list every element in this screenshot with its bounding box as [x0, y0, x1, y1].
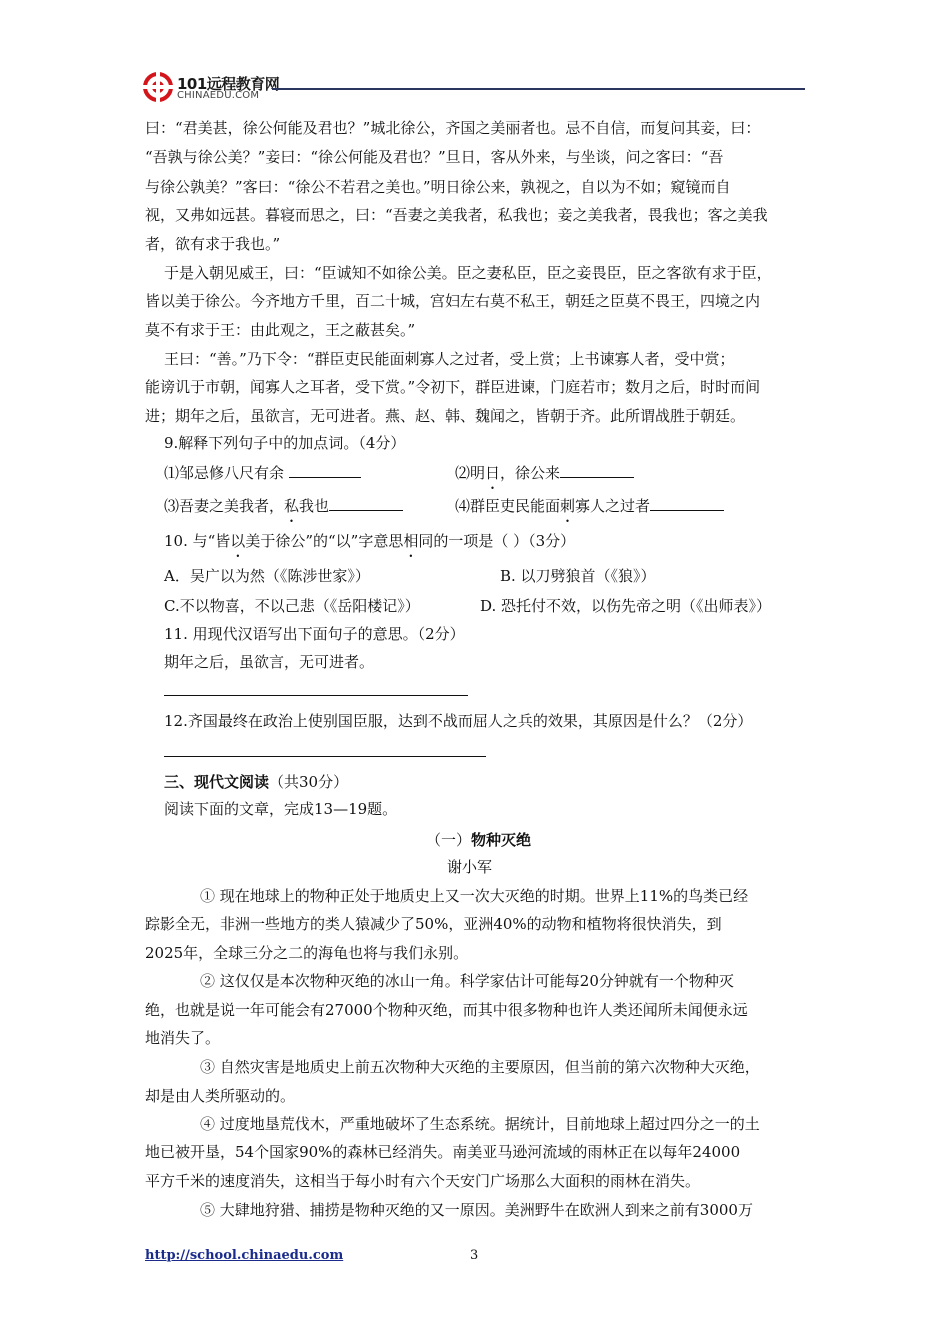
q9-item-2: ⑵明日，徐公来 [455, 462, 634, 484]
passage-line: “吾孰与徐公美？”妾曰：“徐公何能及君也？”旦日，客从外来，与坐谈，问之客曰：“吾 [145, 148, 724, 166]
answer-blank[interactable] [560, 462, 634, 478]
section-instruction: 阅读下面的文章，完成13—19题。 [164, 800, 398, 818]
article-title: （一）物种灭绝 [426, 831, 532, 849]
article-line: 平方千米的速度消失，这相当于每小时有六个天安门广场那么大面积的雨林在消失。 [145, 1172, 701, 1190]
option-a: A．吴广以为然（《陈涉世家》） [164, 567, 370, 585]
question-9: 9.解释下列句子中的加点词。（4分） [164, 434, 406, 452]
answer-blank[interactable] [329, 495, 403, 511]
q9-item-4: ⑷群臣吏民能面刺寡人之过者 [455, 495, 724, 517]
article-line: ① 现在地球上的物种正处于地质史上又一次大灭绝的时期。世界上11%的鸟类已经 [200, 887, 749, 905]
article-author: 谢小军 [447, 858, 493, 876]
article-line: ③ 自然灾害是地质史上前五次物种大灭绝的主要原因，但当前的第六次物种大灭绝， [200, 1058, 760, 1076]
passage-line: 进；期年之后，虽欲言，无可进者。燕、赵、韩、魏闻之，皆朝于齐。此所谓战胜于朝廷。 [145, 407, 746, 425]
logo-text: 101远程教育网 [177, 75, 280, 93]
section-heading: 三、现代文阅读（共30分） [164, 773, 349, 791]
footer-link[interactable]: http://school.chinaedu.com [145, 1248, 344, 1263]
article-line: 2025年，全球三分之二的海龟也将与我们永别。 [145, 944, 469, 962]
passage-line: 皆以美于徐公。今齐地方千里，百二十城，宫妇左右莫不私王，朝廷之臣莫不畏王，四境之内 [145, 292, 761, 310]
passage-line: 视，又弗如远甚。暮寝而思之，曰：“吾妻之美我者，私我也；妾之美我者，畏我也；客之美我 [145, 206, 768, 224]
q9-item-1: ⑴邹忌修八尺有余 [164, 462, 361, 484]
site-logo [143, 70, 280, 106]
question-10: 10. 与“皆以美于徐公”的“以”字意思相同的一项是（ ）（3分） [164, 532, 576, 550]
logo-subtext: CHINAEDU.COM [177, 90, 260, 101]
passage-line: 与徐公孰美？”客曰：“徐公不若君之美也。”明日徐公来，孰视之，自以为不如；窥镜而自 [145, 178, 731, 196]
page-number: 3 [470, 1248, 479, 1263]
passage-line: 者，欲有求于我也。” [145, 235, 281, 253]
passage-line: 曰：“君美甚，徐公何能及君也？”城北徐公，齐国之美丽者也。忌不自信，而复问其妾，曰： [145, 119, 761, 137]
answer-line[interactable] [164, 695, 468, 696]
option-b: B. 以刀劈狼首（《狼》） [500, 567, 656, 585]
q9-item-3: ⑶吾妻之美我者，私我也 [164, 495, 403, 517]
article-line: 地消失了。 [145, 1029, 221, 1047]
answer-blank[interactable] [289, 462, 361, 478]
passage-line: 莫不有求于王：由此观之，王之蔽甚矣。” [145, 321, 416, 339]
article-line: ⑤ 大肆地狩猎、捕捞是物种灭绝的又一原因。美洲野牛在欧洲人到来之前有3000万 [200, 1201, 753, 1219]
answer-line[interactable] [164, 756, 486, 757]
question-12: 12.齐国最终在政治上使别国臣服，达到不战而屈人之兵的效果，其原因是什么？（2分） [164, 712, 753, 730]
q11-sentence: 期年之后，虽欲言，无可进者。 [164, 653, 375, 671]
article-line: 却是由人类所驱动的。 [145, 1087, 296, 1105]
article-line: 踪影全无，非洲一些地方的类人猿减少了50%，亚洲40%的动物和植物将很快消失，到 [145, 915, 722, 933]
option-d: D. 恐托付不效，以伤先帝之明（《出师表》） [480, 597, 772, 615]
option-c: C.不以物喜，不以己悲（《岳阳楼记》） [164, 597, 420, 615]
logo-icon [143, 72, 173, 102]
answer-blank[interactable] [650, 495, 724, 511]
header-rule [272, 88, 805, 90]
article-line: 地已被开垦，54个国家90%的森林已经消失。南美亚马逊河流域的雨林正在以每年24000 [145, 1143, 741, 1161]
passage-line: 于是入朝见威王，曰：“臣诚知不如徐公美。臣之妻私臣，臣之妾畏臣，臣之客欲有求于臣， [164, 264, 772, 282]
passage-line: 能谤讥于市朝，闻寡人之耳者，受下赏。”令初下，群臣进谏，门庭若市；数月之后，时时而间 [145, 378, 761, 396]
article-line: 绝，也就是说一年可能会有27000个物种灭绝，而其中很多物种也许人类还闻所未闻便永远 [145, 1001, 748, 1019]
question-11: 11. 用现代汉语写出下面句子的意思。（2分） [164, 625, 465, 643]
article-line: ② 这仅仅是本次物种灭绝的冰山一角。科学家估计可能每20分钟就有一个物种灭 [200, 972, 734, 990]
article-line: ④ 过度地垦荒伐木，严重地破坏了生态系统。据统计，目前地球上超过四分之一的土 [200, 1115, 760, 1133]
passage-line: 王曰：“善。”乃下令：“群臣吏民能面刺寡人之过者，受上赏；上书谏寡人者，受中赏； [164, 350, 735, 368]
